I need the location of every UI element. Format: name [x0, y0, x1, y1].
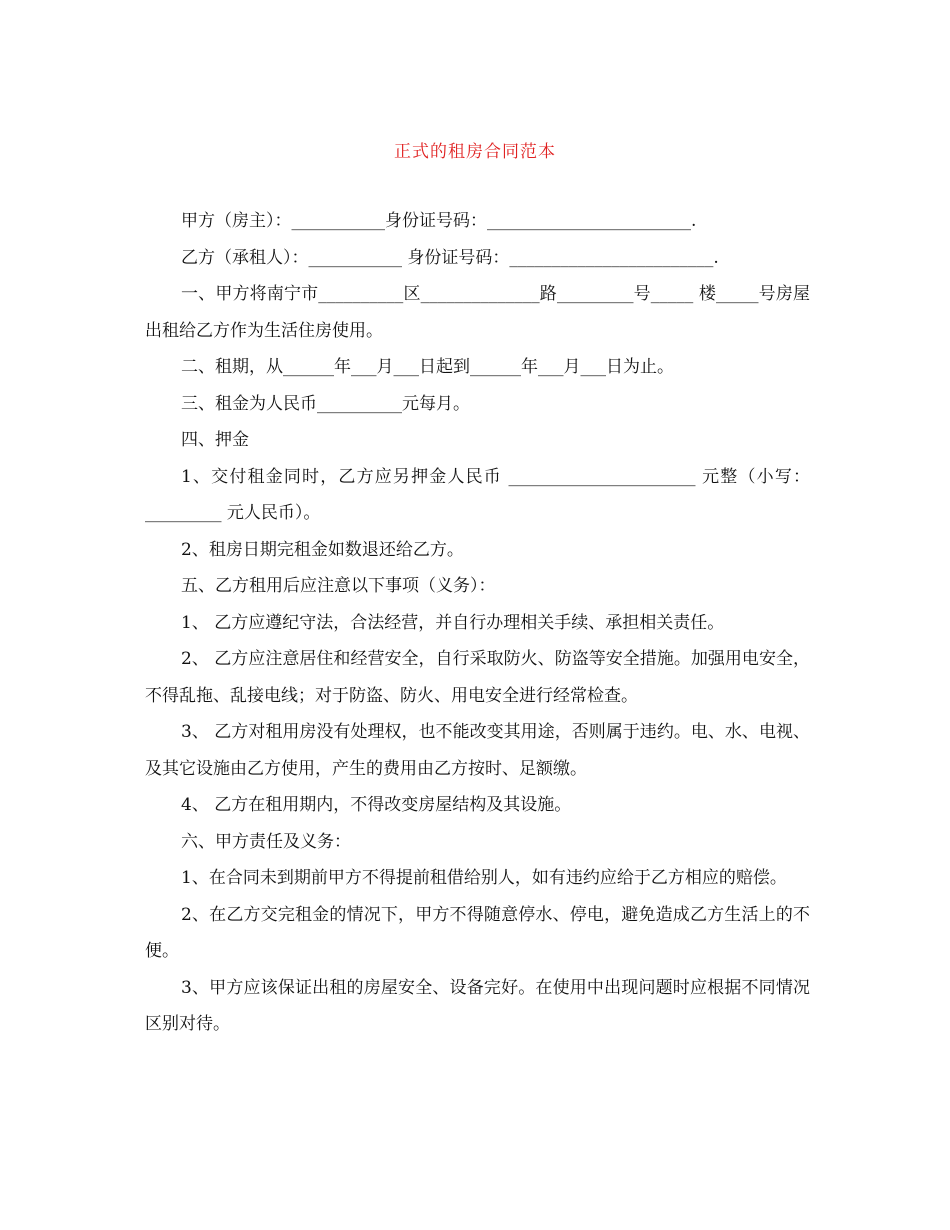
tenant-duty-1: 1、 乙方应遵纪守法，合法经营，并自行办理相关手续、承担相关责任。 [181, 612, 725, 633]
clause-1-property: 一、甲方将南宁市__________区______________路_________号_____ 楼_____号房屋出租给乙方作为生活住房使用。 [145, 284, 810, 341]
tenant-duty-3: 3、 乙方对租用房没有处理权，也不能改变其用途，否则属于违约。电、水、电视、及其它设施由乙方使用，产生的费用由乙方按时、足额缴。 [145, 722, 810, 779]
landlord-duty-3: 3、甲方应该保证出租的房屋安全、设备完好。在使用中出现问题时应根据不同情况区别对待。 [145, 977, 810, 1034]
landlord-duty-1: 1、在合同未到期前甲方不得提前租借给别人，如有违约应给于乙方相应的赔偿。 [181, 868, 787, 888]
party-a-line: 甲方（房主）：___________身份证号码：________________________. [181, 211, 697, 231]
tenant-duty-2: 2、 乙方应注意居住和经营安全，自行采取防火、防盗等安全措施。加强用电安全，不得乱拖、乱接电线；对于防盗、防火、用电安全进行经常检查。 [145, 649, 810, 706]
document-title: 正式的租房合同范本 [394, 142, 556, 162]
deposit-item-2: 2、租房日期完租金如数退还给乙方。 [181, 539, 464, 560]
party-b-line: 乙方（承租人）：___________ 身份证号码：________________________. [181, 247, 719, 268]
landlord-duty-2: 2、在乙方交完租金的情况下，甲方不得随意停水、停电，避免造成乙方生活上的不便。 [145, 904, 810, 961]
document-body [145, 203, 810, 1043]
clause-5-tenant-duties-heading: 五、乙方租用后应注意以下事项（义务）： [181, 576, 496, 596]
clause-2-term: 二、租期，从______年___月___日起到______年___月___日为止。 [181, 357, 674, 377]
clause-4-deposit-heading: 四、押金 [181, 430, 249, 450]
clause-6-landlord-duties-heading: 六、甲方责任及义务： [181, 831, 351, 852]
tenant-duty-4: 4、 乙方在租用期内，不得改变房屋结构及其设施。 [181, 795, 572, 815]
clause-3-rent: 三、租金为人民币__________元每月。 [181, 393, 470, 414]
deposit-item-1: 1、交付租金同时，乙方应另押金人民币 ______________________ 元整（小写：_________ 元人民币）。 [145, 466, 810, 523]
